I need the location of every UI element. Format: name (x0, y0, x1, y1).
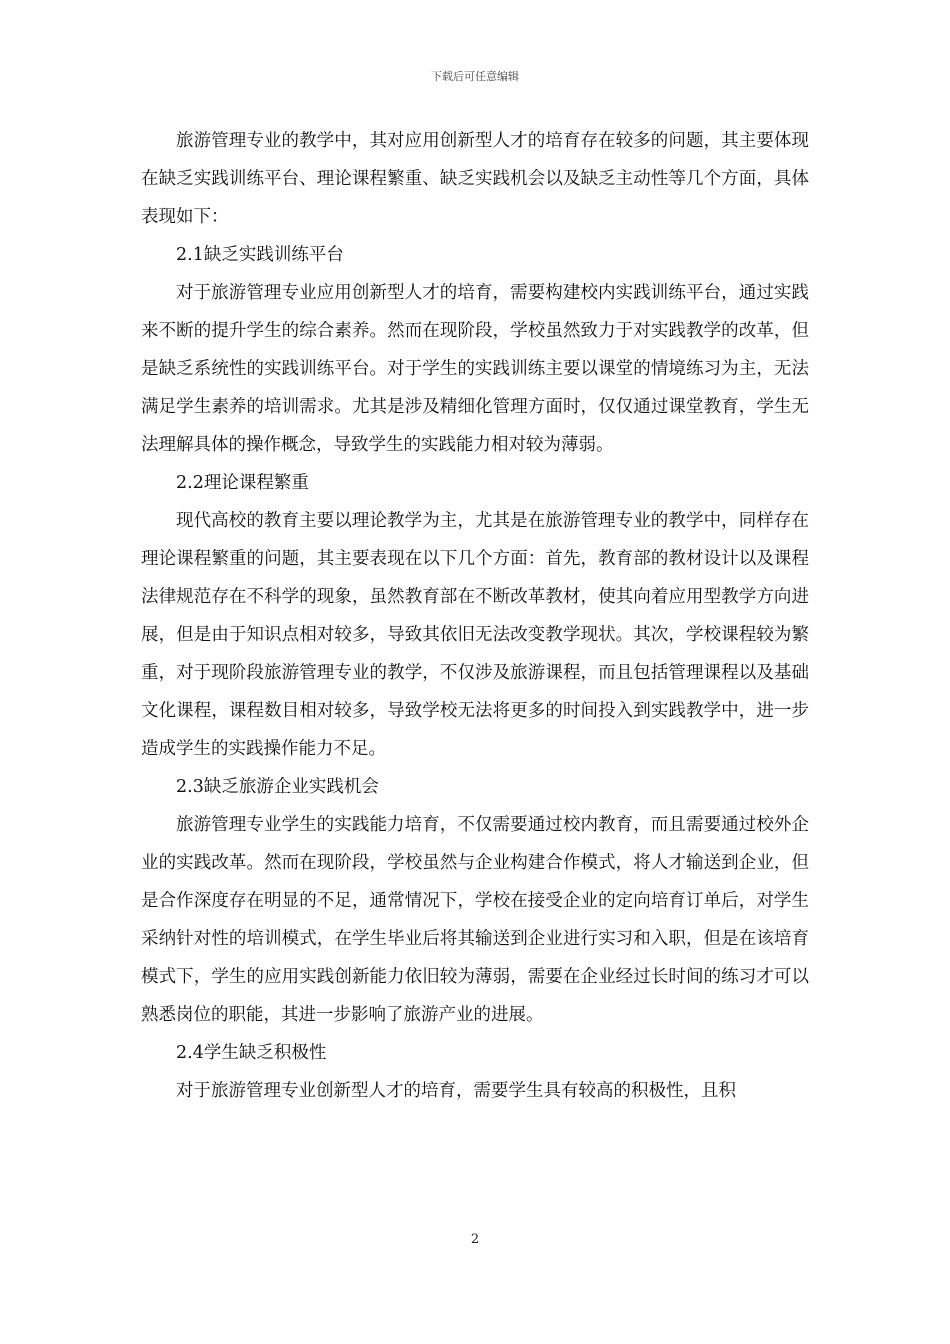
section-heading: 2.1缺乏实践训练平台 (176, 245, 344, 265)
section-heading: 2.3缺乏旅游企业实践机会 (176, 777, 379, 797)
section-paragraph: 对于旅游管理专业创新型人才的培育，需要学生具有较高的积极性，且积 (176, 1081, 736, 1101)
section-heading: 2.4学生缺乏积极性 (176, 1043, 327, 1063)
section-paragraph: 现代高校的教育主要以理论教学为主，尤其是在旅游管理专业的教学中，同样存在理论课程繁重的问题，其主要表现在以下几个方面：首先，教育部的教材设计以及课程法律规范存在不科学的现象，虽然教育部在不断改革教材，使其向着应用型教学方向进展，但是由于知识点相对较多，导致其依旧无法改变教学现状。其次，学校课程较为繁重，对于现阶段旅游管理专业的教学，不仅涉及旅游课程，而且包括管理课程以及基础文化课程，课程数目相对较多，导致学校无法将更多的时间投入到实践教学中，进一步造成学生的实践操作能力不足。 (141, 511, 809, 759)
page-header: 下载后可任意编辑 (431, 70, 519, 83)
page-number: 2 (470, 1232, 480, 1247)
document-body (141, 122, 809, 1110)
section-paragraph: 旅游管理专业学生的实践能力培育，不仅需要通过校内教育，而且需要通过校外企业的实践改革。然而在现阶段，学校虽然与企业构建合作模式，将人才输送到企业，但是合作深度存在明显的不足，通常情况下，学校在接受企业的定向培育订单后，对学生采纳针对性的培训模式，在学生毕业后将其输送到企业进行实习和入职，但是在该培育模式下，学生的应用实践创新能力依旧较为薄弱，需要在企业经过长时间的练习才可以熟悉岗位的职能，其进一步影响了旅游产业的进展。 (141, 815, 809, 1025)
section-heading: 2.2理论课程繁重 (176, 473, 309, 493)
section-paragraph: 对于旅游管理专业应用创新型人才的培育，需要构建校内实践训练平台，通过实践来不断的提升学生的综合素养。然而在现阶段，学校虽然致力于对实践教学的改革，但是缺乏系统性的实践训练平台。对于学生的实践训练主要以课堂的情境练习为主，无法满足学生素养的培训需求。尤其是涉及精细化管理方面时，仅仅通过课堂教育，学生无法理解具体的操作概念，导致学生的实践能力相对较为薄弱。 (141, 283, 809, 455)
intro-paragraph: 旅游管理专业的教学中，其对应用创新型人才的培育存在较多的问题，其主要体现在缺乏实践训练平台、理论课程繁重、缺乏实践机会以及缺乏主动性等几个方面，具体表现如下： (141, 131, 809, 227)
